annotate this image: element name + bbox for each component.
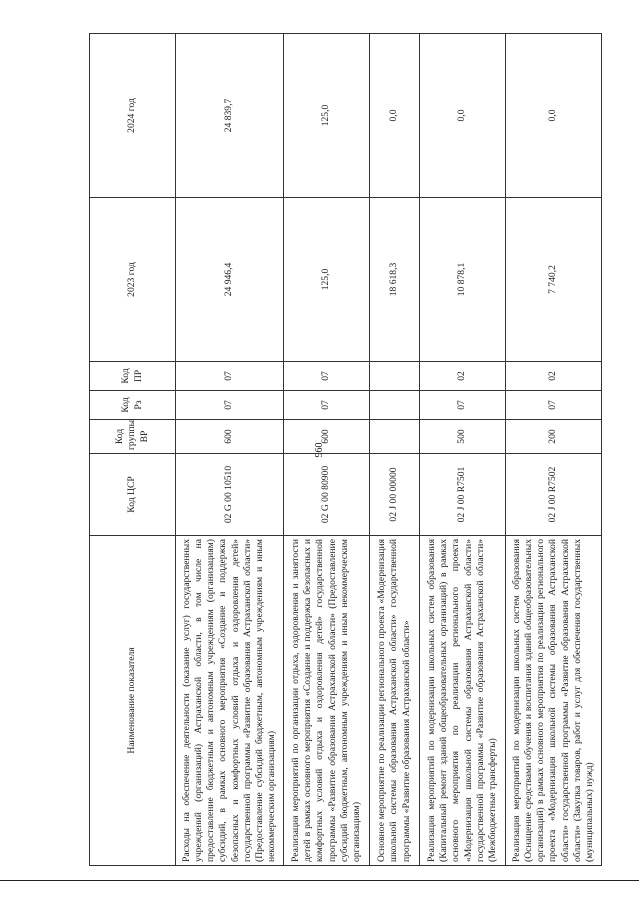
row-2024: 0,0 <box>370 34 420 198</box>
header-rz: Код Рз <box>90 391 176 420</box>
header-vr: Код группы ВР <box>90 420 176 454</box>
row-2023: 7 740,2 <box>506 198 602 362</box>
budget-table <box>89 33 602 866</box>
rotated-table-container <box>89 34 595 866</box>
row-vr: 600 <box>176 420 284 454</box>
row-name: Реализация мероприятий по модернизации школьных систем образования (Капитальный ремонт зданий общеобразовательных организаций) в рамках основного мероприятия по реализации регионального проекта «Модернизация школьной системы образования Астраханской области» государственной программы «Развитие образования Астраханской области» (Межбюджетные трансферты) <box>420 536 506 866</box>
header-csr: Код ЦСР <box>90 454 176 536</box>
header-pr: Код ПР <box>90 362 176 391</box>
header-2024: 2024 год <box>90 34 176 198</box>
row-rz: 07 <box>506 391 602 420</box>
row-name: Основное мероприятие по реализации регионального проекта «Модернизация школьной системы образования Астраханской области» государственной программы «Развитие образования Астраханской области» <box>370 536 420 866</box>
row-2024: 125,0 <box>284 34 370 198</box>
footer-divider <box>0 880 639 881</box>
row-pr <box>370 362 420 391</box>
row-vr: 600 <box>284 420 370 454</box>
row-2024: 0,0 <box>420 34 506 198</box>
row-name: Реализация мероприятий по модернизации школьных систем образования (Оснащение средствами обучения и воспитания зданий общеобразовательных организаций) в рамках основного мероприятия по реализации регионального проекта «Модернизация школьной системы образования Астраханской области» государственной программы «Развитие образования Астраханской области» (Закупка товаров, работ и услуг для обеспечения государственных (муниципальных) нужд) <box>506 536 602 866</box>
row-vr: 500 <box>420 420 506 454</box>
header-2023: 2023 год <box>90 198 176 362</box>
row-name: Расходы на обеспечение деятельности (оказание услуг) государственных учреждений (организаций) Астраханской области, в том числе на предоставление бюджетным и автономным учреждениям (организациям) субсидий, в рамках основного мероприятия «Создание и поддержка безопасных и комфортных условий отдыха и оздоровления детей» государственной программы «Развитие образования Астраханской области» (Предоставление субсидий бюджетным, автономным учреждениям и иным некоммерческим организациям) <box>176 536 284 866</box>
row-2023: 10 878,1 <box>420 198 506 362</box>
row-2023: 18 618,3 <box>370 198 420 362</box>
row-pr: 07 <box>176 362 284 391</box>
row-2024: 24 839,7 <box>176 34 284 198</box>
row-vr: 200 <box>506 420 602 454</box>
row-2023: 125,0 <box>284 198 370 362</box>
table-header-row <box>90 34 176 866</box>
row-pr: 02 <box>506 362 602 391</box>
page-number: 960 <box>314 442 325 458</box>
row-pr: 07 <box>284 362 370 391</box>
row-2024: 0,0 <box>506 34 602 198</box>
row-csr: 02 G 00 80900 <box>284 454 370 536</box>
table-row <box>420 34 506 866</box>
row-csr: 02 J 00 R7501 <box>420 454 506 536</box>
table-row <box>284 34 370 866</box>
row-csr: 02 J 00 R7502 <box>506 454 602 536</box>
row-pr: 02 <box>420 362 506 391</box>
row-rz: 07 <box>176 391 284 420</box>
row-2023: 24 946,4 <box>176 198 284 362</box>
header-name: Наименование показателя <box>90 536 176 866</box>
table-row <box>506 34 602 866</box>
row-vr <box>370 420 420 454</box>
row-csr: 02 G 00 10510 <box>176 454 284 536</box>
row-name: Реализация мероприятий по организации отдыха, оздоровления и занятости детей в рамках основного мероприятия «Создание и поддержка безопасных и комфортных условий отдыха и оздоровления детей» государственной программы «Развитие образования Астраханской области» (Предоставление субсидий бюджетным, автономным учреждениям и иным некоммерческим организациям) <box>284 536 370 866</box>
row-rz: 07 <box>420 391 506 420</box>
row-rz <box>370 391 420 420</box>
table-row <box>370 34 420 866</box>
table-row <box>176 34 284 866</box>
row-csr: 02 J 00 00000 <box>370 454 420 536</box>
row-rz: 07 <box>284 391 370 420</box>
